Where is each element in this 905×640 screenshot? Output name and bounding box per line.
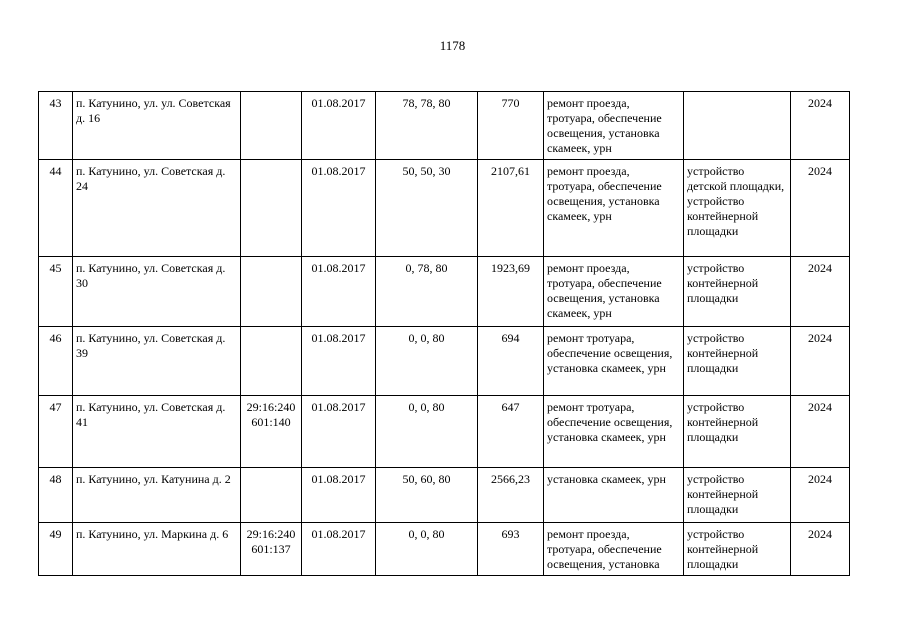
date-cell: 01.08.2017 [302,92,376,160]
year-cell: 2024 [791,523,850,576]
extra-works-cell [684,92,791,160]
area-cell: 2566,23 [478,468,544,523]
address-cell: п. Катунино, ул. Советская д. 30 [73,257,241,327]
percent-cell: 50, 60, 80 [376,468,478,523]
extra-works-cell: устройство контейнерной площадки [684,396,791,468]
area-cell: 693 [478,523,544,576]
row-number: 49 [39,523,73,576]
date-cell: 01.08.2017 [302,523,376,576]
percent-cell: 50, 50, 30 [376,160,478,257]
cadastral-cell [241,257,302,327]
works-cell: установка скамеек, урн [544,468,684,523]
row-number: 46 [39,327,73,396]
cadastral-cell [241,327,302,396]
extra-works-cell: устройство контейнерной площадки [684,257,791,327]
row-number: 48 [39,468,73,523]
cadastral-cell [241,160,302,257]
year-cell: 2024 [791,468,850,523]
address-cell: п. Катунино, ул. Советская д. 39 [73,327,241,396]
year-cell: 2024 [791,327,850,396]
row-number: 44 [39,160,73,257]
address-cell: п. Катунино, ул. Советская д. 41 [73,396,241,468]
address-cell: п. Катунино, ул. Маркина д. 6 [73,523,241,576]
area-cell: 1923,69 [478,257,544,327]
extra-works-cell: устройство детской площадки, устройство контейнерной площадки [684,160,791,257]
works-cell: ремонт проезда, тротуара, обеспечение освещения, установка скамеек, урн [544,160,684,257]
percent-cell: 0, 78, 80 [376,257,478,327]
percent-cell: 0, 0, 80 [376,523,478,576]
percent-cell: 0, 0, 80 [376,327,478,396]
row-number: 45 [39,257,73,327]
address-cell: п. Катунино, ул. ул. Советская д. 16 [73,92,241,160]
table-row [39,396,850,468]
area-cell: 2107,61 [478,160,544,257]
address-cell: п. Катунино, ул. Советская д. 24 [73,160,241,257]
year-cell: 2024 [791,160,850,257]
table-row [39,327,850,396]
percent-cell: 0, 0, 80 [376,396,478,468]
extra-works-cell: устройство контейнерной площадки [684,327,791,396]
extra-works-cell: устройство контейнерной площадки [684,523,791,576]
row-number: 47 [39,396,73,468]
works-cell: ремонт тротуара, обеспечение освещения, установка скамеек, урн [544,396,684,468]
cadastral-cell [241,468,302,523]
year-cell: 2024 [791,257,850,327]
extra-works-cell: устройство контейнерной площадки [684,468,791,523]
year-cell: 2024 [791,396,850,468]
cadastral-cell [241,92,302,160]
date-cell: 01.08.2017 [302,327,376,396]
works-cell: ремонт проезда, тротуара, обеспечение освещения, установка скамеек, урн [544,92,684,160]
table-row [39,160,850,257]
table-row [39,257,850,327]
works-cell: ремонт проезда, тротуара, обеспечение освещения, установка скамеек, урн [544,257,684,327]
address-cell: п. Катунино, ул. Катунина д. 2 [73,468,241,523]
table-row [39,92,850,160]
date-cell: 01.08.2017 [302,468,376,523]
year-cell: 2024 [791,92,850,160]
works-cell: ремонт тротуара, обеспечение освещения, установка скамеек, урн [544,327,684,396]
area-cell: 647 [478,396,544,468]
row-number: 43 [39,92,73,160]
page-number: 1178 [439,38,466,53]
date-cell: 01.08.2017 [302,396,376,468]
date-cell: 01.08.2017 [302,160,376,257]
cadastral-cell: 29:16:240 601:137 [241,523,302,576]
table-row [39,468,850,523]
cadastral-cell: 29:16:240 601:140 [241,396,302,468]
table-row [39,523,850,576]
area-cell: 694 [478,327,544,396]
date-cell: 01.08.2017 [302,257,376,327]
improvement-table [38,91,850,576]
percent-cell: 78, 78, 80 [376,92,478,160]
area-cell: 770 [478,92,544,160]
works-cell: ремонт проезда, тротуара, обеспечение освещения, установка [544,523,684,576]
